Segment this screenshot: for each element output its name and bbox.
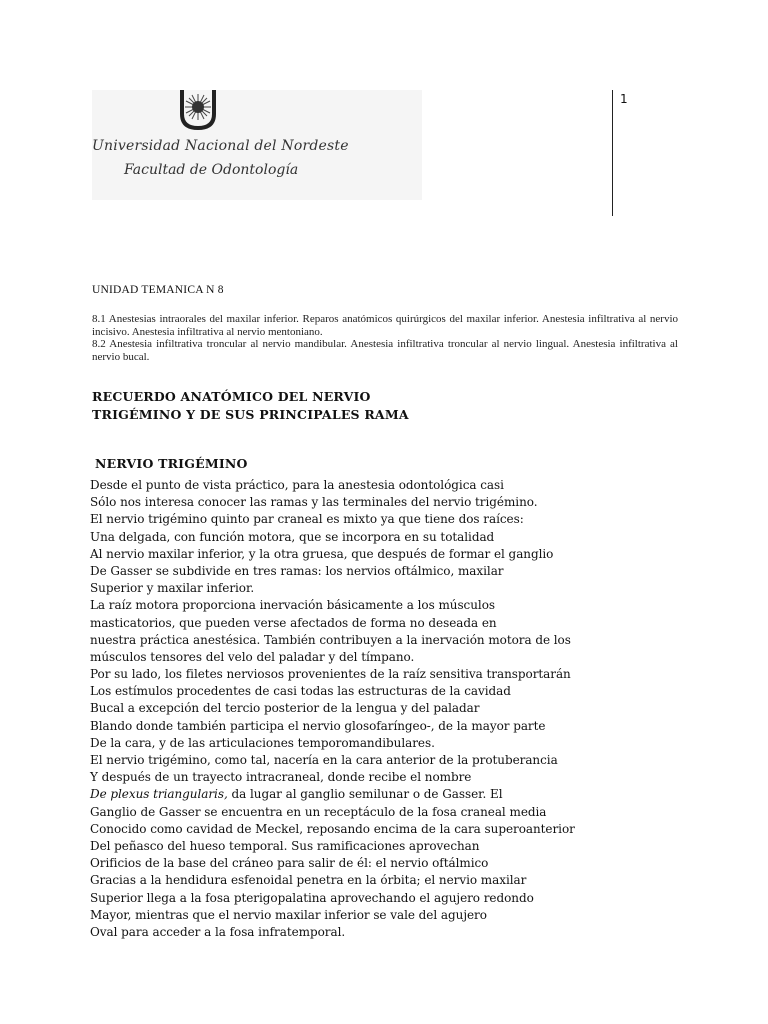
- text-line: De Gasser se subdivide en tres ramas: los nervios oftálmico, maxilar: [90, 563, 504, 578]
- section-title: [92, 388, 409, 424]
- text-line: Superior llega a la fosa pterigopalatina aprovechando el agujero redondo: [90, 890, 534, 905]
- text-line: Orificios de la base del cráneo para salir de él: el nervio oftálmico: [90, 856, 489, 871]
- text-line: La raíz motora proporciona inervación básicamente a los músculos: [90, 598, 495, 613]
- text-line: [90, 786, 610, 803]
- unit-title: UNIDAD TEMANICA N 8: [92, 284, 224, 296]
- text-line: Mayor, mientras que el nervio maxilar inferior se vale del agujero: [90, 907, 487, 922]
- italic-term: De plexus triangularis,: [90, 787, 228, 802]
- text-line: Conocido como cavidad de Meckel, reposando encima de la cara superoanterior: [90, 821, 575, 836]
- text-line: Al nervio maxilar inferior, y la otra gruesa, que después de formar el ganglio: [90, 546, 554, 561]
- text-line: Del peñasco del hueso temporal. Sus ramificaciones aprovechan: [90, 838, 480, 853]
- syllabus: [92, 313, 678, 363]
- sun-emblem-icon: [180, 90, 216, 130]
- section-title-line2: TRIGÉMINO Y DE SUS PRINCIPALES RAMA: [92, 407, 409, 422]
- syllabus-item-8-1: 8.1 Anestesias intraorales del maxilar inferior. Reparos anatómicos quirúrgicos del maxilar inferior. Anestesia infiltrativa al nervio incisivo. Anestesia infiltrativa al nervio mentoniano.: [92, 313, 678, 338]
- text-line: Bucal a excepción del tercio posterior de la lengua y del paladar: [90, 701, 480, 716]
- text-line: Y después de un trayecto intracraneal, donde recibe el nombre: [90, 770, 472, 785]
- text-line: nuestra práctica anestésica. También contribuyen a la inervación motora de los: [90, 632, 571, 647]
- section-title-line1: RECUERDO ANATÓMICO DEL NERVIO: [92, 389, 371, 404]
- text-line: De la cara, y de las articulaciones temporomandibulares.: [90, 735, 435, 750]
- text-line: masticatorios, que pueden verse afectados de forma no deseada en: [90, 615, 497, 630]
- logo-faculty-name: Facultad de Odontología: [124, 162, 299, 178]
- text-line: Sólo nos interesa conocer las ramas y las terminales del nervio trigémino.: [90, 495, 538, 510]
- subsection-title: NERVIO TRIGÉMINO: [95, 456, 248, 471]
- text-span: da lugar al ganglio semilunar o de Gasser. El: [227, 787, 503, 802]
- page-number: 1: [620, 92, 628, 106]
- text-line: El nervio trigémino, como tal, nacería en la cara anterior de la protuberancia: [90, 753, 558, 767]
- text-line: Por su lado, los filetes nerviosos provenientes de la raíz sensitiva transportarán: [90, 667, 571, 682]
- text-line: Una delgada, con función motora, que se incorpora en su totalidad: [90, 529, 495, 544]
- text-line: Blando donde también participa el nervio glosofaríngeo-, de la mayor parte: [90, 718, 546, 733]
- university-logo: [92, 90, 422, 200]
- text-line: Gracias a la hendidura esfenoidal penetra en la órbita; el nervio maxilar: [90, 873, 527, 888]
- text-line: Oval para acceder a la fosa infratemporal.: [90, 924, 346, 939]
- text-line: Desde el punto de vista práctico, para la anestesia odontológica casi: [90, 478, 504, 492]
- syllabus-item-8-2: 8.2 Anestesia infiltrativa troncular al nervio mandibular. Anestesia infiltrativa troncular al nervio lingual. Anestesia infiltrativa al nervio bucal.: [92, 338, 678, 363]
- text-line: Superior y maxilar inferior.: [90, 581, 255, 596]
- text-line: El nervio trigémino quinto par craneal es mixto ya que tiene dos raíces:: [90, 512, 524, 527]
- text-line: Los estímulos procedentes de casi todas las estructuras de la cavidad: [90, 684, 511, 699]
- text-line: músculos tensores del velo del paladar y del tímpano.: [90, 649, 415, 664]
- logo-university-name: Universidad Nacional del Nordeste: [92, 138, 349, 154]
- text-line: Ganglio de Gasser se encuentra en un receptáculo de la fosa craneal media: [90, 804, 547, 819]
- body-text: [90, 477, 610, 941]
- header-divider: [612, 90, 613, 216]
